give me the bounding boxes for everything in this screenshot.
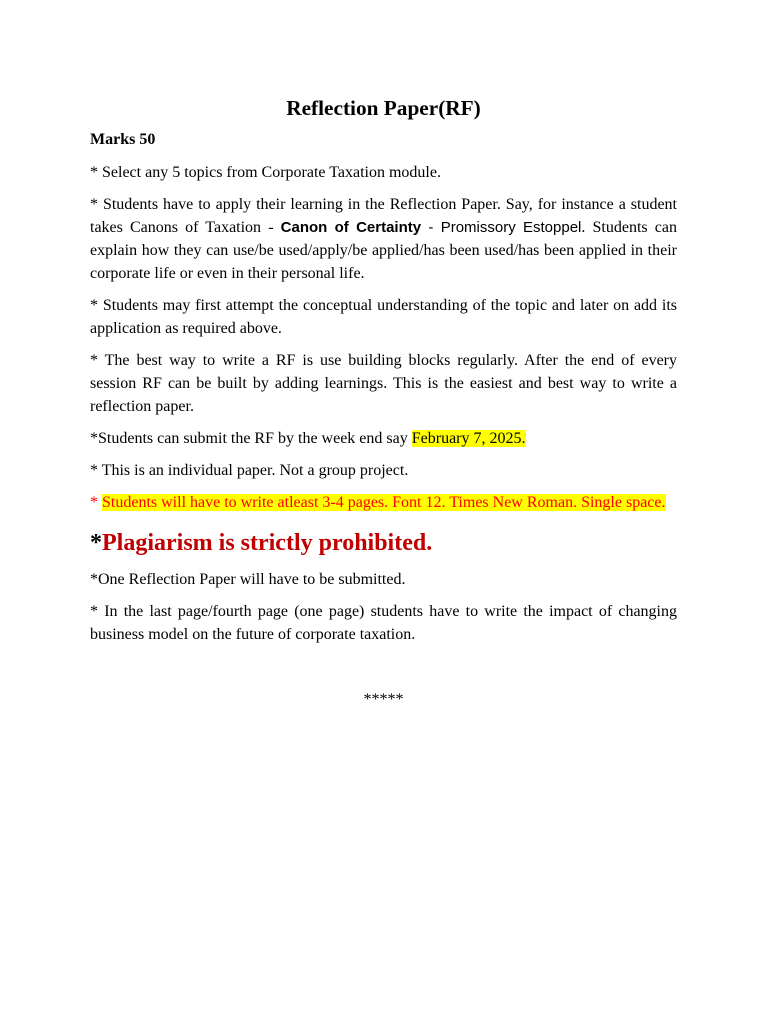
apply-text-before: * Students have to apply their learning in the Reflection Paper. Say, for instance a student takes Canons of Taxation - [90, 196, 677, 236]
apply-text-after: . Students can explain how they can use/be used/apply/be applied/has been used/has been applied in their corporate life or even in their personal life. [90, 219, 677, 282]
instruction-last-page: * In the last page/fourth page (one page) students have to write the impact of changing business model on the future of corporate taxation. [90, 603, 677, 643]
end-mark: ***** [363, 691, 404, 708]
requirements-star: * [90, 494, 102, 511]
requirements-highlight: Students will have to write atleast 3-4 pages. Font 12. Times New Roman. Single space. [102, 494, 666, 511]
instruction-one-paper: *One Reflection Paper will have to be submitted. [90, 571, 406, 588]
instruction-conceptual: * Students may first attempt the conceptual understanding of the topic and later on add its application as required above. [90, 297, 677, 337]
instruction-individual: * This is an individual paper. Not a group project. [90, 462, 409, 479]
instruction-topics: * Select any 5 topics from Corporate Taxation module. [90, 164, 441, 181]
promissory-estoppel: Promissory Estoppel [440, 219, 582, 236]
marks-heading: Marks 50 [90, 131, 156, 148]
document-body [90, 94, 677, 711]
plagiarism-text: Plagiarism is strictly prohibited. [102, 530, 433, 556]
instruction-page-requirements [90, 491, 677, 514]
submission-date-highlight: February 7, 2025. [411, 430, 526, 447]
instruction-apply-learning [90, 193, 677, 285]
document-title: Reflection Paper(RF) [286, 96, 481, 120]
instruction-building-blocks: * The best way to write a RF is use building blocks regularly. After the end of every session RF can be built by adding learnings. This is the easiest and best way to write a reflection paper. [90, 352, 677, 415]
instruction-submission-date [90, 427, 677, 450]
plagiarism-warning [90, 528, 677, 558]
dash-separator: - [421, 219, 441, 236]
canon-of-certainty: Canon of Certainty [280, 219, 422, 236]
submission-text: *Students can submit the RF by the week end say [90, 430, 412, 447]
plagiarism-star: * [90, 530, 102, 556]
